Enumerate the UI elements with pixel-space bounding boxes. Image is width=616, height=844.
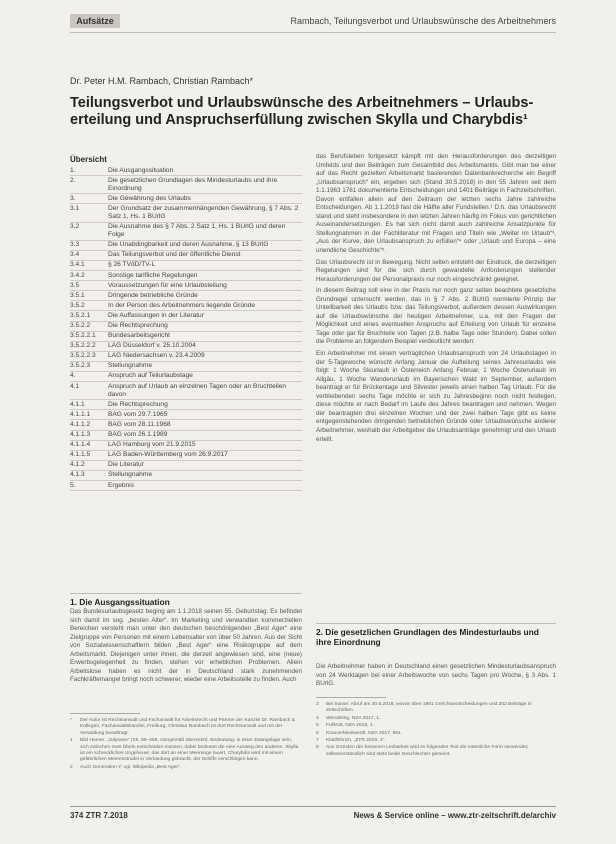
toc-item: [70, 301, 302, 311]
toc-item-number: 3.5.2.3: [70, 362, 91, 370]
toc-item-number: 3.5.2.2: [70, 322, 91, 329]
footnote-text: Bei Sasse: Abruf am 30.5.2018; wovon über 1961 Gerichtsentscheidungen und 202 Beiträge in Zeitschriften.: [326, 702, 532, 714]
footnote: [70, 765, 302, 771]
toc-item-text: Die Auffassungen in der Literatur: [108, 311, 204, 319]
toc-item-text: Stellungnahme: [108, 471, 152, 479]
toc-item: [70, 420, 302, 430]
toc-item-text: Voraussetzungen für eine Urlaubsteilung: [108, 281, 227, 289]
toc-item: [70, 400, 302, 410]
toc-item-text: Anspruch auf Teilurlaubstage: [108, 372, 193, 380]
toc-item-text: Bundesarbeitsgericht: [108, 332, 170, 340]
toc-item: [70, 461, 302, 471]
toc-item: [70, 382, 302, 400]
toc-item: [70, 471, 302, 481]
footnote: [316, 731, 556, 737]
toc-item-text: LAG Hamburg vom 21.9.2015: [108, 441, 196, 449]
toc-item: [70, 362, 302, 372]
toc-item: [70, 281, 302, 291]
toc-item: [70, 261, 302, 271]
footnote-rule-right: [316, 697, 386, 698]
article-title: Teilungsverbot und Urlaubswünsche des Arbeitnehmers – Urlaubserteilung und Anspruchserfüllung zwischen Skylla und Charybdis¹: [70, 95, 534, 128]
toc-item: [70, 241, 302, 251]
toc-item-text: Dringende betriebliche Gründe: [108, 291, 198, 299]
section-heading-1: 1. Die Ausgangssituation: [70, 593, 302, 607]
toc-item-text: Der Grundsatz der zusammenhängenden Gewährung, § 7 Abs. 2 Satz 1, Hs. 1 BUrlG: [108, 204, 299, 220]
paragraph: Die Arbeitnehmer haben in Deutschland einen gesetzlichen Mindesturlaubsanspruch von 24 Werktagen bei einer Arbeitswoche von sechs Tagen pro Woche, § 3 Abs. 1 BUrlG.: [316, 663, 556, 688]
toc-item-number: 3.: [70, 194, 76, 202]
toc-item-text: BAG vom 26.1.1989: [108, 431, 168, 439]
toc-item: [70, 166, 302, 176]
footnote: [316, 723, 556, 729]
toc-item-text: In der Person des Arbeitnehmers liegende Gründe: [108, 301, 255, 309]
toc-item: [70, 223, 302, 241]
paragraph: Ein Arbeitnehmer mit einem vertraglichen Urlaubsanspruch von 24 Urlaubstagen in der 5-Tagewoche wünscht Anfang Januar die Aufteilung seines Jahresurlaubs wie folgt: 1 Woche Skiurlaub in Österreich Anfang Februar, 1 Woche Osterurlaub im Allgäu, 1 Woche Wanderurlaub im Bayerischen Wald im September, außerdem beantragt er für Brückentage und Silvester jeweils einen halben Tag Urlaub. Für die verbleibenden sechs Tage möchte er sich zu Jahresbeginn noch nicht festlegen; diese möchte er nach Bedarf im Laufe des Jahres beantragen und nehmen. Wegen der beantragten drei einzelnen Wochen und der zwei halben Tage gibt es keine entgegenstehenden dringenden betrieblichen Gründe oder Urlaubswünsche anderer Arbeitnehmer, weshalb der Arbeitgeber die Urlaubsanträge genehmigt und den Urlaub erteilt.: [316, 350, 556, 443]
toc-item-number: 3.5.1: [70, 291, 85, 299]
toc-item-number: 3.5.2.2.1: [70, 332, 96, 340]
footnote: [316, 738, 556, 744]
toc-item-number: 5.: [70, 481, 76, 489]
paragraph: Das Bundesurlaubsgesetz beging am 1.1.2018 seinen 55. Geburtstag. Es befindet sich damit im sog. „besten Alter“. Im Marketing und verwandten kommerziellen Bereichen versteht man unter den deutschen beschönigenden „Best Ager“ eine Zielgruppe von Personen mit einem Lebensalter von über 50 Jahren. Aus der Sicht von Sozialwissenschaftlern bilden „Best Ager“ eine Risikogruppe auf dem Arbeitsmarkt. Diejenigen unter ihnen, die derzeit angewiesen sind, eine (neue) Erwerbsgelegenheit zu finden, stehen vor erheblichen Problemen. Allein Arbeitslose haben es nicht der in Deutschland stark zunehmenden Fachkräftemangel bringt noch schwerer, wieder eine Arbeitsstelle zu finden. Auch: [70, 608, 302, 684]
section-heading-2: 2. Die gesetzlichen Grundlagen des Mindesturlaubs und ihre Einordnung: [316, 623, 556, 647]
toc-item-number: 3.5.2: [70, 301, 85, 309]
footnote-text: Aus Gründen der besseren Lesbarkeit wird im folgenden Text die männliche Form verwendet; selbstverständlich sind stets beide Geschlechter gemeint.: [326, 745, 529, 757]
footnote-number: 1: [70, 738, 73, 744]
footnote: [316, 745, 556, 758]
toc-item-text: § 26 TVöD/TV-L: [108, 261, 156, 269]
toc-item: [70, 291, 302, 301]
footnote-number: 7: [316, 738, 319, 744]
footnote-number: 6: [316, 730, 319, 736]
footnote-text: Auch Generation Y; vgl. Wikipedia „Best Ager“.: [80, 764, 181, 770]
footnote-rule: [70, 713, 140, 714]
column-2b-text: [316, 663, 556, 692]
toc-item-number: 4.1.1.2: [70, 420, 91, 428]
toc-item-number: 4.1.1.3: [70, 431, 91, 439]
toc-item: [70, 352, 302, 362]
footnote-number: 2: [70, 764, 73, 770]
toc-item-number: 3.3: [70, 241, 80, 249]
footnote: [70, 738, 302, 764]
authors: Dr. Peter H.M. Rambach, Christian Rambach*: [70, 76, 254, 86]
page-number: 374 ZTR 7.2018: [70, 811, 128, 820]
toc-item-text: Anspruch auf Urlaub an einzelnen Tagen oder an Bruchteilen davon: [108, 382, 287, 398]
footnote-number: 5: [316, 723, 319, 729]
footnote: [316, 716, 556, 722]
toc-item-number: 3.4: [70, 251, 80, 259]
footnote-text: Wendeling, NZA 2017, 1.: [326, 715, 381, 721]
toc-item: [70, 251, 302, 261]
toc-item: [70, 481, 302, 491]
toc-item: [70, 271, 302, 281]
footnote-text: Klatt/Ehrich, „ZTR 2018, 1“.: [326, 738, 386, 744]
toc-item: [70, 204, 302, 222]
paragraph: In diesem Beitrag soll eine in der Praxis nur noch ganz selten beachtete gesetzliche Grundregel untersucht werden, das in § 7 Abs. 2 BUrlG normierte Prinzip der Unteilbarkeit des Urlaubs bzw. das Teilungsverbot, außerdem dessen Auswirkungen auf die Urlaubswünsche der heutigen Arbeitnehmer, u.a. mit den Fragen der Möglichkeit und eines eventuellen Anspruchs auf Erteilung von Urlaub für einzelne Tage oder gar für Bruchteile von Tagen (z.B. halbe Tage oder Stunden). Dabei sollen die Probleme an folgendem Beispiel verdeutlicht werden:: [316, 287, 556, 346]
toc-item: [70, 410, 302, 420]
toc-item-number: 3.4.1: [70, 261, 85, 269]
toc-item-number: 4.1.1: [70, 400, 85, 408]
toc-item: [70, 451, 302, 461]
footer-divider: [70, 806, 556, 807]
toc-item-number: 4.1.3: [70, 471, 85, 479]
toc-item-number: 3.4.2: [70, 271, 85, 279]
toc-item-text: Das Teilungsverbot und der öffentliche Dienst: [108, 251, 241, 259]
footnote-text: Bild Homer: „Odyssee“ (XII, 85–259, sinngemäß übersetzt). Bedeutung: in einer Zwangslage sein, sich zwischen zwei Übeln entscheiden müssen, dabei bedeutet die eine Ausweg den anderen. Skylla ist ein schreckliches Ungeheuer, das dort an einer Meerenge lauert, Charybdis wird mit einem gefährlichen Meeresstrudel in Verbindung gebracht, der Schiffe verschlingen kann.: [80, 738, 299, 763]
toc-item-number: 4.: [70, 372, 76, 380]
toc-item-number: 3.5.2.1: [70, 311, 91, 319]
section-1-text: [70, 608, 302, 688]
toc-item: [70, 441, 302, 451]
toc-heading: Übersicht: [70, 155, 107, 164]
header-divider: [70, 32, 556, 33]
footer-link[interactable]: News & Service online – www.ztr-zeitschrift.de/archiv: [353, 811, 556, 820]
running-title: Rambach, Teilungsverbot und Urlaubswünsche des Arbeitnehmers: [290, 16, 556, 26]
toc-item: [70, 194, 302, 204]
toc-item: [70, 322, 302, 332]
toc-item-number: 4.1.1.5: [70, 451, 91, 459]
toc-item-text: Die Gewährung des Urlaubs: [108, 194, 191, 202]
footnote: [70, 718, 302, 737]
toc-item-number: 4.1.1.4: [70, 441, 91, 449]
toc-item-text: Die Literatur: [108, 461, 144, 469]
toc-item: [70, 342, 302, 352]
toc-item-text: Die Rechtsprechung: [108, 322, 168, 329]
toc-item-text: Ergebnis: [108, 481, 135, 489]
toc-item-text: Die Ausnahme des § 7 Abs. 2 Satz 1, Hs. 1 BUrlG und deren Folge: [108, 223, 286, 239]
toc-item-number: 3.5.2.2.2: [70, 342, 96, 350]
footnotes-right: [316, 702, 556, 759]
toc-item-text: BAG vom 28.11.1968: [108, 420, 171, 428]
toc-item-number: 2.: [70, 176, 76, 184]
toc-item-text: LAG Düsseldorf v. 25.10.2004: [108, 342, 196, 350]
footnote-text: Fuhlrott, NZA 2018, 1.: [326, 723, 374, 729]
toc-item-text: Sonstige tarifliche Regelungen: [108, 271, 198, 279]
toc-item: [70, 372, 302, 382]
toc-item: [70, 311, 302, 321]
footnote-number: *: [70, 718, 72, 723]
column-2-text: [316, 153, 556, 447]
section-tag: Aufsätze: [70, 14, 120, 28]
toc-item: [70, 332, 302, 342]
toc-item-text: Die gesetzlichen Grundlagen des Mindesturlaubs und ihre Einordnung: [108, 176, 278, 192]
footnote: [316, 702, 556, 715]
toc-item-number: 3.2: [70, 223, 80, 231]
toc-item-number: 3.5: [70, 281, 80, 289]
footnote-number: 4: [316, 715, 319, 721]
toc-item-number: 4.1.1.1: [70, 410, 91, 418]
toc-item-text: Die Rechtsprechung: [108, 400, 168, 408]
toc-item-text: Die Unabdingbarkeit und deren Ausnahme, § 13 BUrlG: [108, 241, 269, 249]
toc-item-number: 1.: [70, 166, 76, 174]
toc-item-number: 4.1: [70, 382, 80, 390]
paragraph: das Berufsleben fortgesetzt kämpft mit den Herausforderungen des derzeitigen Umfelds und den Beiträgen zum Gesamtbild des Arbeitsmarkts. Gibt man bei einer auf das Recht gezielten Arbeitsmarkt basierenden Datenbankrecherche ein Begriff „Urlaubsanspruch“ ein, ergeben sich (Stand 30.5.2018) in den 55 Jahren seit dem 1.1.1963 1761 dokumentierte Entscheidungen und 1401 Beiträge in Fachzeitschriften. Davon entfallen allein auf den Zeitraum der letzten sechs Jahre zahlreiche Entscheidungen. Ab 1.1.2019 fast die Hälfte aller Fundstellen.¹ D.h. das Urlaubsrecht stand und steht insbesondere in den letzten Jahren häufig im Fokus von gerichtlichen Auseinandersetzungen. Es hat sich nicht damit auch zahlreiche Ansatzpunkte für Stellungnahmen in der Fachliteratur mit Fragen und Titeln wie „Weiter im Urlaub“³, „Aus der Kurve, den Urlaubsanspruch zu erfüllen“⁴ oder „Urlaub und Europa – eine unendliche Geschichte“⁵.: [316, 153, 556, 255]
footnote-number: 3: [316, 702, 319, 707]
toc-item-number: 3.1: [70, 204, 80, 212]
footnote-text: Der Autor ist Rechtsanwalt und Fachanwalt für Arbeitsrecht und Partner der Kanzlei Dr. Rambach & Kollegen, Fachanwaltskanzlei, Freiburg; Christian Rambach ist dort Rechtsanwalt und mit der Verwaltung beauftragt.: [80, 718, 296, 736]
paragraph: Das Urlaubsrecht ist in Bewegung. Nicht selten entsteht der Eindruck, die derzeitigen Regelungen sind für die sich durch gewandelte Anforderungen stellender Herausforderungen der Personalpraxis nur noch eingeschränkt geeignet.: [316, 258, 556, 283]
toc-item: [70, 431, 302, 441]
toc-item-text: Die Ausgangssituation: [108, 166, 174, 174]
toc-item-text: Stellungnahme: [108, 362, 152, 370]
toc-item-text: LAG Niedersachsen v. 23.4.2009: [108, 352, 205, 360]
toc-item-number: 3.5.2.2.3: [70, 352, 96, 360]
toc-item-text: LAG Baden-Württemberg vom 26.9.2017: [108, 451, 228, 459]
footnote-text: Krause/Mestwerdt, NZA 2017, 961.: [326, 730, 403, 736]
footnotes-left: [70, 718, 302, 772]
footnote-number: 8: [316, 745, 319, 751]
toc-item: [70, 176, 302, 194]
table-of-contents: [70, 166, 302, 491]
toc-item-number: 4.1.2: [70, 461, 85, 469]
toc-item-text: BAG vom 29.7.1965: [108, 410, 168, 418]
